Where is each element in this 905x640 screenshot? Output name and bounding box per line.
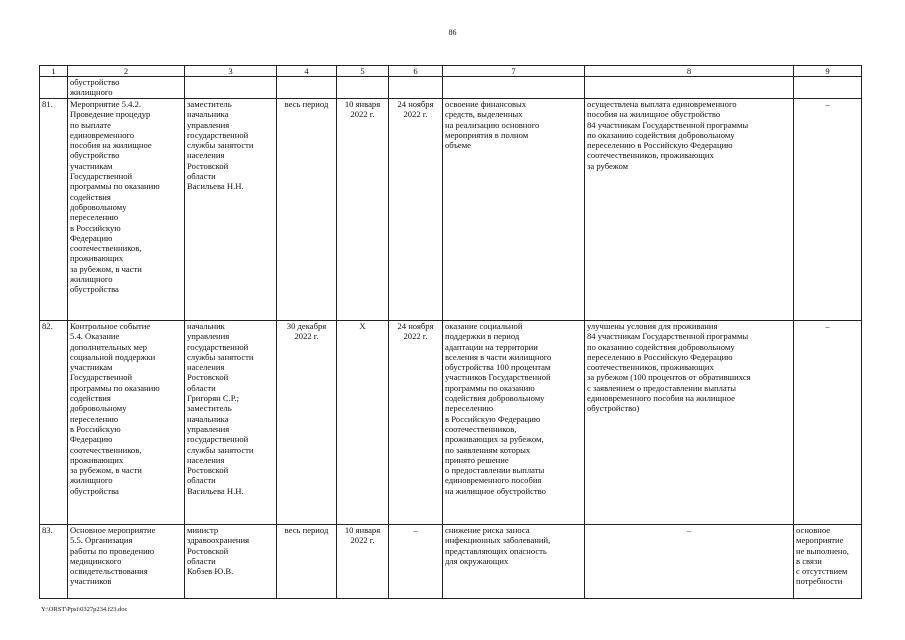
report-table — [39, 65, 862, 599]
header-col-8: 8 — [585, 66, 794, 77]
table-row — [40, 99, 862, 321]
end-date: 24 ноября 2022 г. — [389, 99, 443, 321]
header-col-1: 1 — [40, 66, 68, 77]
achieved-result: осуществлена выплата единовременного пособия на жилищное обустройство 84 участникам Государственной программы по оказанию содействия добровольному переселению в Российскую Федерацию соотечественников, проживающих за рубежом — [585, 99, 794, 321]
table-row-continuation — [40, 77, 862, 99]
event-name: Контрольное событие 5.4. Оказание дополнительных мер социальной поддержки участникам Государственной программы по оказанию содействия добровольному переселению в Российскую Федерацию соотечественников, проживающих за рубежом, в части жилищного обустройства — [68, 321, 185, 525]
table-row — [40, 321, 862, 525]
achieved-result: – — [585, 525, 794, 599]
header-col-5: 5 — [337, 66, 389, 77]
row-number: 81. — [40, 99, 68, 321]
header-col-7: 7 — [443, 66, 585, 77]
header-col-3: 3 — [185, 66, 277, 77]
responsible-person: начальник управления государственной службы занятости населения Ростовской области Григорян С.Р.; заместитель начальника управления государственной службы занятости населения Ростовской области Васильева Н.Н. — [185, 321, 277, 525]
achieved-result: улучшены условия для проживания 84 участникам Государственной программы по оказанию содействия добровольному переселению в Российскую Федерацию соотечественников, проживающих за рубежом (100 процентов от обратившихся с заявлением о предоставлении выплаты единовременного пособия на жилищное обустройство) — [585, 321, 794, 525]
event-name: Основное мероприятие 5.5. Организация работы по проведению медицинского освидетельствования участников — [68, 525, 185, 599]
page-number: 86 — [448, 28, 457, 37]
event-name: Мероприятие 5.4.2. Проведение процедур по выплате единовременного пособия на жилищное обустройство участникам Государственной программы по оказанию содействия добровольному переселению в Российскую Федерацию соотечественников, проживающих за рубежом, в части жилищного обустройства — [68, 99, 185, 321]
file-path-footer: Y:\ORST\Ppsi\0327p234.f23.doc — [41, 606, 128, 613]
end-date: 24 ноября 2022 г. — [389, 321, 443, 525]
actual-start-date: Х — [337, 321, 389, 525]
table-row — [40, 525, 862, 599]
header-col-2: 2 — [68, 66, 185, 77]
problems: – — [794, 321, 862, 525]
problems: основное мероприятие не выполнено, в связи с отсутствием потребности — [794, 525, 862, 599]
header-col-4: 4 — [277, 66, 337, 77]
expected-result: освоение финансовых средств, выделенных на реализацию основного мероприятия в полном объеме — [443, 99, 585, 321]
header-col-9: 9 — [794, 66, 862, 77]
responsible-person: министр здравоохранения Ростовской области Кобзев Ю.В. — [185, 525, 277, 599]
header-row — [40, 66, 862, 77]
planned-date: весь период — [277, 525, 337, 599]
problems: – — [794, 99, 862, 321]
expected-result: оказание социальной поддержки в период адаптации на территории вселения в части жилищного обустройства 100 процентам участников Государственной программы по оказанию содействия добровольному переселению в Российскую Федерацию соотечественников, проживающих за рубежом, по заявлениям которых принято решение о предоставлении выплаты единовременного пособия на жилищное обустройство — [443, 321, 585, 525]
row-number: 82. — [40, 321, 68, 525]
planned-date: весь период — [277, 99, 337, 321]
responsible-person: заместитель начальника управления государственной службы занятости населения Ростовской области Васильева Н.Н. — [185, 99, 277, 321]
planned-date: 30 декабря 2022 г. — [277, 321, 337, 525]
actual-start-date: 10 января 2022 г. — [337, 99, 389, 321]
actual-start-date: 10 января 2022 г. — [337, 525, 389, 599]
expected-result: снижение риска заноса инфекционных заболеваний, представляющих опасность для окружающих — [443, 525, 585, 599]
row-number: 83. — [40, 525, 68, 599]
continuation-text: обустройство жилищного — [68, 77, 185, 99]
end-date: – — [389, 525, 443, 599]
header-col-6: 6 — [389, 66, 443, 77]
